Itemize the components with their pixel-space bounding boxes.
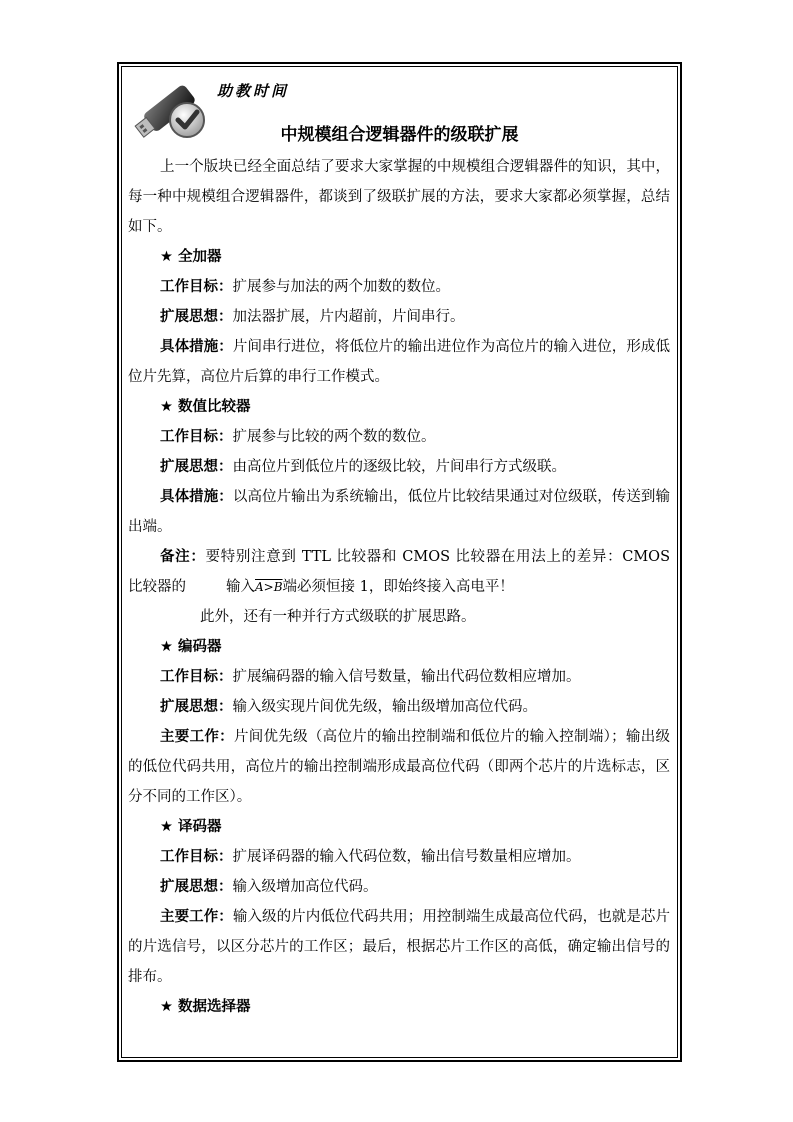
text: 扩展参与加法的两个加数的数位。	[232, 279, 450, 295]
label: 工作目标：	[160, 279, 233, 295]
comparator-extra: 此外，还有一种并行方式级联的扩展思路。	[200, 609, 476, 625]
heading-encoder: ★ 编码器	[160, 639, 222, 655]
heading-comparator: ★ 数值比较器	[160, 399, 251, 415]
text: 片间串行进位，将低位片的输出进位作为高位片的输入进位，形成低位片先算，高位片后算的串行工作模式。	[128, 339, 671, 385]
decoder-work	[128, 902, 670, 992]
adder-goal	[128, 272, 670, 302]
label: 扩展思想：	[160, 459, 233, 475]
text: 片间优先级（高位片的输出控制端和低位片的输入控制端）；输出级的低位代码共用，高位片的输出控制端形成最高位代码（即两个芯片的片选标志，区分不同的工作区）。	[128, 729, 671, 805]
section-badge: 助教时间	[217, 82, 290, 100]
comparator-idea	[128, 452, 670, 482]
document-body	[128, 152, 670, 1022]
text: 以高位片输出为系统输出，低位片比较结果通过对位级联，传送到输出端。	[128, 489, 671, 535]
label: 具体措施：	[160, 339, 233, 355]
label: 扩展思想：	[160, 309, 233, 325]
encoder-work	[128, 722, 670, 812]
decoder-goal	[128, 842, 670, 872]
heading-mux: ★ 数据选择器	[160, 999, 251, 1015]
adder-measure	[128, 332, 670, 392]
text: 扩展编码器的输入信号数量，输出代码位数相应增加。	[232, 669, 581, 685]
label: 扩展思想：	[160, 699, 233, 715]
label: 备注：	[160, 549, 206, 565]
text: 扩展译码器的输入代码位数，输出信号数量相应增加。	[232, 849, 581, 865]
intro-paragraph: 上一个版块已经全面总结了要求大家掌握的中规模组合逻辑器件的知识，其中，每一种中规模组合逻辑器件，都谈到了级联扩展的方法，要求大家都必须掌握，总结如下。	[128, 159, 670, 235]
text: 要特别注意到 TTL 比较器和 CMOS 比较器在用法上的差异：CMOS 比较器的	[128, 549, 670, 595]
adder-idea	[128, 302, 670, 332]
label: 具体措施：	[160, 489, 233, 505]
encoder-idea	[128, 692, 670, 722]
label: 工作目标：	[160, 849, 233, 865]
text: 端必须恒接 1，即始终接入高电平！	[282, 579, 514, 595]
encoder-goal	[128, 662, 670, 692]
text: 加法器扩展，片内超前，片间串行。	[232, 309, 465, 325]
note-input-word: 输入	[226, 579, 255, 595]
text: 输入级的片内低位代码共用；用控制端生成最高位代码，也就是芯片的片选信号，以区分芯片的工作区；最后，根据芯片工作区的高低，确定输出信号的排布。	[128, 909, 671, 985]
label: 主要工作：	[160, 729, 234, 745]
text: 输入级增加高位代码。	[232, 879, 378, 895]
comparator-goal	[128, 422, 670, 452]
label: 主要工作：	[160, 909, 233, 925]
text: 输入级实现片间优先级，输出级增加高位代码。	[232, 699, 537, 715]
comparator-note	[128, 542, 670, 602]
text: 扩展参与比较的两个数的数位。	[232, 429, 436, 445]
page-title: 中规模组合逻辑器件的级联扩展	[280, 125, 519, 145]
heading-decoder: ★ 译码器	[160, 819, 222, 835]
label: 扩展思想：	[160, 879, 233, 895]
decoder-idea	[128, 872, 670, 902]
comparator-measure	[128, 482, 670, 542]
label: 工作目标：	[160, 669, 233, 685]
label: 工作目标：	[160, 429, 233, 445]
note-symbol: A>B	[255, 580, 283, 594]
heading-adder: ★ 全加器	[160, 249, 222, 265]
text: 由高位片到低位片的逐级比较，片间串行方式级联。	[232, 459, 566, 475]
